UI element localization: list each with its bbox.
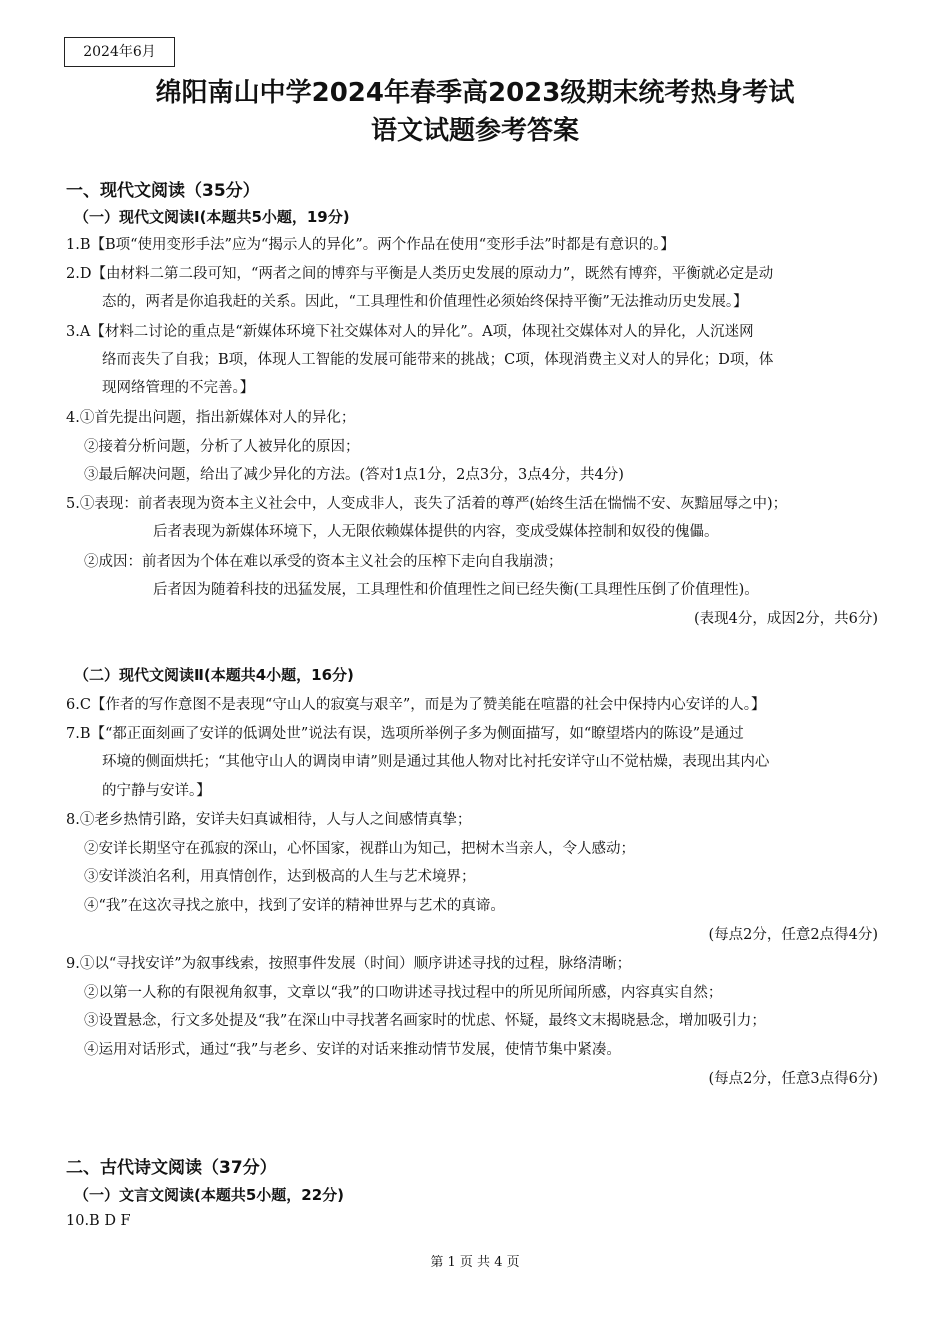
answer-q4-line3: ③最后解决问题，给出了减少异化的方法。(答对1点1分，2点3分，3点4分，共4分) [84, 467, 624, 483]
q5-score-note: (表现4分，成因2分，共6分) [694, 611, 878, 627]
answer-q1: 1.B【B项“使用变形手法”应为“揭示人的异化”。两个作品在使用“变形手法”时都是有意识的。】 [66, 237, 675, 253]
subsection-1-2-heading: （二）现代文阅读Ⅱ(本题共4小题，16分) [74, 666, 354, 684]
date-box: 2024年6月 [64, 37, 175, 67]
answer-q4-line2: ②接着分析问题，分析了人被异化的原因； [84, 439, 360, 455]
answer-q10: 10.B D F [66, 1213, 131, 1229]
exam-title: 绵阳南山中学2024年春季高2023级期末统考热身考试 [155, 78, 795, 108]
answer-q8-line2: ②安详长期坚守在孤寂的深山，心怀国家，视群山为知己，把树木当亲人，令人感动； [84, 841, 635, 857]
answer-q3-line1: 3.A【材料二讨论的重点是“新媒体环境下社交媒体对人的异化”。A项，体现社交媒体对人的异化，人沉迷网 [66, 324, 754, 340]
section-2-heading: 二、古代诗文阅读（37分） [66, 1158, 277, 1178]
page-number: 第 1 页 共 4 页 [430, 1255, 520, 1270]
answer-q8-line3: ③安详淡泊名利，用真情创作，达到极高的人生与艺术境界； [84, 869, 476, 885]
q9-score-note: (每点2分，任意3点得6分) [708, 1071, 878, 1087]
section-1-heading: 一、现代文阅读（35分） [66, 181, 260, 201]
answer-q7-line3: 的宁静与安详。】 [102, 783, 211, 799]
answer-q7-line1: 7.B【“都正面刻画了安详的低调处世”说法有误，选项所举例子多为侧面描写，如“瞭望塔内的陈设”是通过 [66, 726, 744, 742]
answer-q8-line1: 8.①老乡热情引路，安详夫妇真诚相待，人与人之间感情真挚； [66, 812, 472, 828]
answer-q7-line2: 环境的侧面烘托；“其他守山人的调岗申请”则是通过其他人物对比衬托安详守山不觉枯燥，表现出其内心 [102, 754, 770, 770]
answer-key-title: 语文试题参考答案 [370, 116, 579, 146]
answer-q5-line1: 5.①表现：前者表现为资本主义社会中，人变成非人，丧失了活着的尊严(始终生活在惴惴不安、灰黯屈辱之中)； [66, 496, 788, 512]
answer-q9-line2: ②以第一人称的有限视角叙事，文章以“我”的口吻讲述寻找过程中的所见所闻所感，内容真实自然； [84, 985, 723, 1001]
answer-q2-line2: 态的，两者是你追我赶的关系。因此，“工具理性和价值理性必须始终保持平衡”无法推动历史发展。】 [102, 294, 748, 310]
answer-q6: 6.C【作者的写作意图不是表现“守山人的寂寞与艰辛”，而是为了赞美能在喧嚣的社会中保持内心安详的人。】 [66, 697, 766, 713]
subsection-1-1-heading: （一）现代文阅读Ⅰ(本题共5小题，19分) [74, 208, 350, 226]
answer-q9-line1: 9.①以“寻找安详”为叙事线索，按照事件发展（时间）顺序讲述寻找的过程，脉络清晰； [66, 956, 632, 972]
answer-q5-line4: 后者因为随着科技的迅猛发展，工具理性和价值理性之间已经失衡(工具理性压倒了价值理性)。 [153, 582, 759, 598]
answer-q3-line2: 络而丧失了自我；B项，体现人工智能的发展可能带来的挑战；C项，体现消费主义对人的异化；D项，体 [102, 352, 774, 368]
answer-q2-line1: 2.D【由材料二第二段可知，“两者之间的博弈与平衡是人类历史发展的原动力”，既然有博弈，平衡就必定是动 [66, 266, 774, 282]
answer-q4-line1: 4.①首先提出问题，指出新媒体对人的异化； [66, 410, 356, 426]
subsection-2-1-heading: （一）文言文阅读(本题共5小题，22分) [74, 1186, 345, 1204]
answer-q8-line4: ④“我”在这次寻找之旅中，找到了安详的精神世界与艺术的真谛。 [84, 898, 505, 914]
answer-q9-line3: ③设置悬念，行文多处提及“我”在深山中寻找著名画家时的忧虑、怀疑，最终文末揭晓悬念，增加吸引力； [84, 1013, 766, 1029]
q8-score-note: (每点2分，任意2点得4分) [708, 927, 878, 943]
answer-q3-line3: 现网络管理的不完善。】 [102, 380, 255, 396]
answer-q5-line3: ②成因：前者因为个体在难以承受的资本主义社会的压榨下走向自我崩溃； [84, 554, 563, 570]
answer-q5-line2: 后者表现为新媒体环境下，人无限依赖媒体提供的内容，变成受媒体控制和奴役的傀儡。 [153, 524, 719, 540]
answer-q9-line4: ④运用对话形式，通过“我”与老乡、安详的对话来推动情节发展，使情节集中紧凑。 [84, 1042, 621, 1058]
